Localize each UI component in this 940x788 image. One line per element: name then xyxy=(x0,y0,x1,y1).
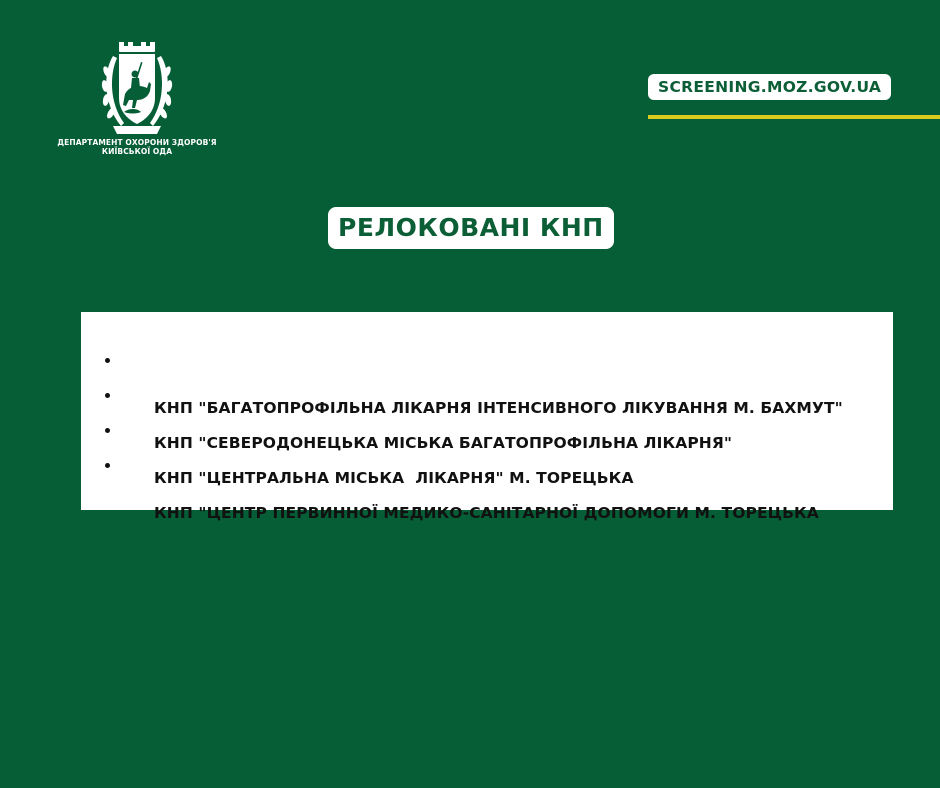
hospital-name: КНП "ЦЕНТРАЛЬНА МІСЬКА ЛІКАРНЯ" М. ТОРЕЦЬКА xyxy=(153,469,634,487)
list-item xyxy=(105,453,843,522)
list-item xyxy=(105,418,843,487)
accent-divider xyxy=(648,115,940,119)
bullet-icon xyxy=(105,358,110,363)
hospital-list xyxy=(105,348,843,522)
logo-caption-line2: КИЇВСЬКОЇ ОДА xyxy=(101,147,173,156)
list-item xyxy=(105,348,843,417)
bullet-icon xyxy=(105,393,110,398)
list-item xyxy=(105,383,843,452)
hospital-name: КНП "ЦЕНТР ПЕРВИННОЇ МЕДИКО-САНІТАРНОЇ ДОПОМОГИ М. ТОРЕЦЬКА xyxy=(153,504,819,522)
logo-caption xyxy=(52,138,222,156)
department-logo xyxy=(52,42,222,156)
hospital-name: КНП "СЕВЕРОДОНЕЦЬКА МІСЬКА БАГАТОПРОФІЛЬНА ЛІКАРНЯ" xyxy=(153,434,733,452)
hospital-name: КНП "БАГАТОПРОФІЛЬНА ЛІКАРНЯ ІНТЕНСИВНОГО ЛІКУВАННЯ М. БАХМУТ" xyxy=(153,399,843,417)
logo-caption-line1: ДЕПАРТАМЕНТ ОХОРОНИ ЗДОРОВ'Я xyxy=(57,138,217,147)
page-title: РЕЛОКОВАНІ КНП xyxy=(328,207,614,249)
website-url[interactable]: SCREENING.MOZ.GOV.UA xyxy=(648,74,891,100)
hospital-list-card xyxy=(81,312,893,522)
coat-of-arms-icon xyxy=(99,42,175,136)
bullet-icon xyxy=(105,428,110,433)
bullet-icon xyxy=(105,463,110,468)
